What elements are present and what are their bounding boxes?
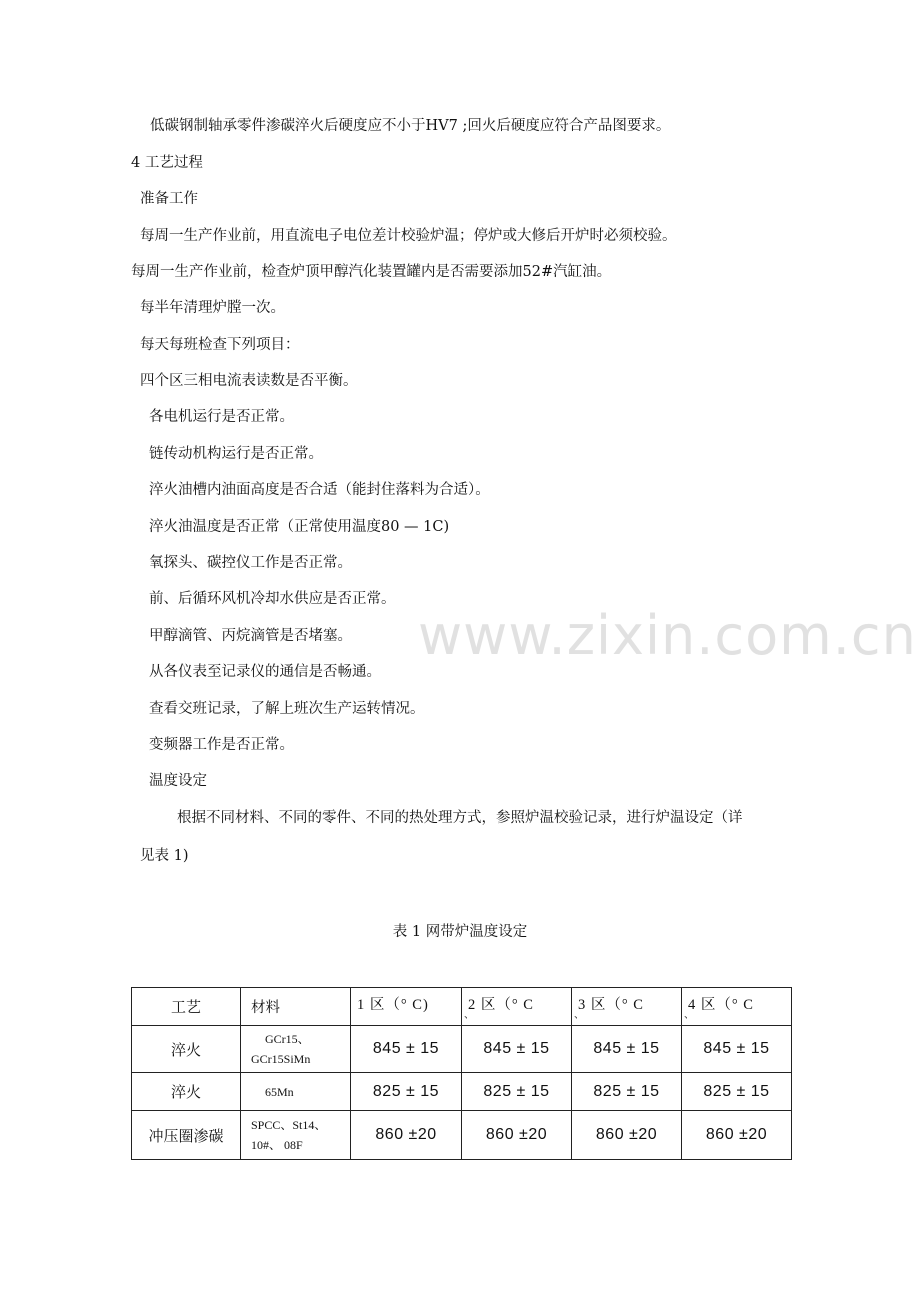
header-zone-4-label: 4 区（° C (688, 997, 754, 1013)
header-material: 材料 (241, 988, 351, 1026)
material-line: 10#、 08F (251, 1138, 303, 1152)
cell-zone-3: 845 ± 15 (572, 1026, 682, 1073)
cell-zone-2: 845 ± 15 (462, 1026, 572, 1073)
header-zone-4-tail: 、 (684, 1010, 694, 1021)
paragraph-half-year-clean: 每半年清理炉膛一次。 (140, 300, 285, 316)
section-heading-process: 4 工艺过程 (131, 155, 203, 171)
material-line: 65Mn (265, 1084, 294, 1099)
cell-zone-2: 860 ±20 (462, 1111, 572, 1160)
check-item-inverter: 变频器工作是否正常。 (149, 737, 294, 753)
subheading-preparation: 准备工作 (140, 191, 198, 207)
cell-zone-3: 825 ± 15 (572, 1073, 682, 1111)
header-zone-2 (462, 988, 572, 1026)
cell-process: 冲压圈渗碳 (132, 1111, 241, 1160)
paragraph-hardness: 低碳钢制轴承零件渗碳淬火后硬度应不小于HV7 ;回火后硬度应符合产品图要求。 (150, 118, 671, 134)
check-item-chain: 链传动机构运行是否正常。 (149, 446, 323, 462)
watermark: www.zixin.com.cn (418, 604, 917, 667)
header-zone-1 (351, 988, 462, 1026)
cell-zone-2: 825 ± 15 (462, 1073, 572, 1111)
check-item-drip: 甲醇滴管、丙烷滴管是否堵塞。 (149, 628, 352, 644)
cell-zone-4: 860 ±20 (682, 1111, 792, 1160)
paragraph-temperature-setting-cont: 见表 1) (140, 848, 189, 864)
header-zone-1-label: 1 区（° C) (357, 997, 429, 1013)
check-item-current: 四个区三相电流表读数是否平衡。 (140, 373, 358, 389)
table-row (132, 1026, 792, 1073)
check-item-oil-temp: 淬火油温度是否正常（正常使用温度80 — 1C) (149, 519, 450, 535)
check-item-comm: 从各仪表至记录仪的通信是否畅通。 (149, 664, 381, 680)
cell-zone-1: 860 ±20 (351, 1111, 462, 1160)
cell-zone-1: 825 ± 15 (351, 1073, 462, 1111)
header-zone-3-tail: 、 (574, 1010, 584, 1021)
material-line: GCr15、 (265, 1032, 310, 1046)
material-line: SPCC、St14、 (251, 1118, 327, 1132)
header-zone-4 (682, 988, 792, 1026)
cell-process: 淬火 (132, 1073, 241, 1111)
header-zone-2-tail: 、 (464, 1010, 474, 1021)
cell-zone-4: 845 ± 15 (682, 1026, 792, 1073)
check-item-cooling: 前、后循环风机冷却水供应是否正常。 (149, 591, 396, 607)
header-zone-3-label: 3 区（° C (578, 997, 644, 1013)
paragraph-daily-check: 每天每班检查下列项目： (140, 337, 300, 353)
paragraph-temperature-setting: 根据不同材料、不同的零件、不同的热处理方式，参照炉温校验记录，进行炉温设定（详 (177, 810, 743, 826)
check-item-shift-log: 查看交班记录，了解上班次生产运转情况。 (149, 701, 425, 717)
header-process: 工艺 (132, 988, 241, 1026)
table-caption: 表 1 网带炉温度设定 (392, 924, 528, 940)
check-item-oil-level: 淬火油槽内油面高度是否合适（能封住落料为合适）。 (149, 482, 490, 498)
material-line: GCr15SiMn (251, 1052, 311, 1066)
cell-zone-1: 845 ± 15 (351, 1026, 462, 1073)
cell-process: 淬火 (132, 1026, 241, 1073)
cell-material (241, 1111, 351, 1160)
table-row (132, 1073, 792, 1111)
check-item-probe: 氧探头、碳控仪工作是否正常。 (149, 555, 352, 571)
cell-zone-3: 860 ±20 (572, 1111, 682, 1160)
cell-material (241, 1073, 351, 1111)
check-item-motors: 各电机运行是否正常。 (149, 409, 294, 425)
header-zone-2-label: 2 区（° C (468, 997, 534, 1013)
paragraph-weekly-methanol: 每周一生产作业前，检查炉顶甲醇汽化装置罐内是否需要添加52#汽缸油。 (131, 264, 612, 280)
paragraph-weekly-calibration: 每周一生产作业前，用直流电子电位差计校验炉温；停炉或大修后开炉时必须校验。 (140, 228, 677, 244)
table-row (132, 1111, 792, 1160)
cell-zone-4: 825 ± 15 (682, 1073, 792, 1111)
header-zone-3 (572, 988, 682, 1026)
furnace-temperature-table (131, 987, 792, 1160)
cell-material (241, 1026, 351, 1073)
table-header-row (132, 988, 792, 1026)
subheading-temperature: 温度设定 (149, 773, 207, 789)
